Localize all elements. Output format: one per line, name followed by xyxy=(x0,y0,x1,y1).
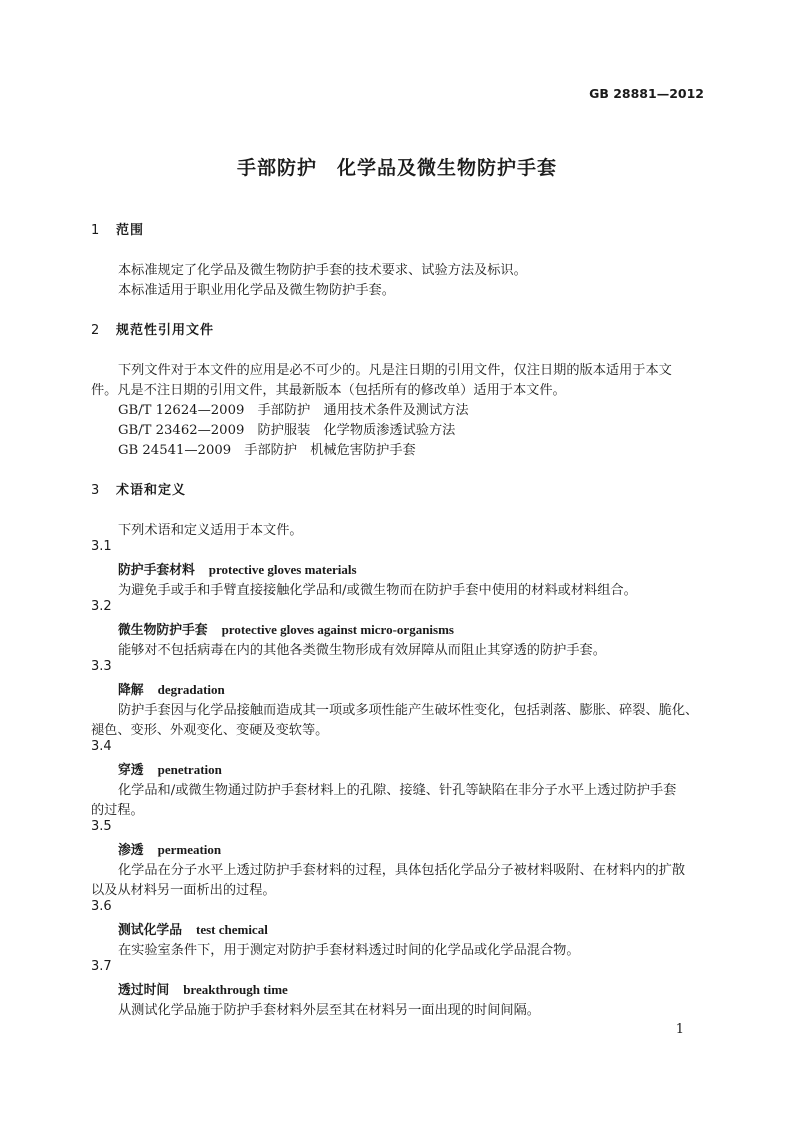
term-definition: 能够对不包括病毒在内的其他各类微生物形成有效屏障从而阻止其穿透的防护手套。 xyxy=(118,643,606,658)
section-number: 2 xyxy=(91,323,100,338)
term-zh: 渗透 xyxy=(118,843,144,858)
term-en: permeation xyxy=(157,842,222,857)
term-en: breakthrough time xyxy=(183,982,288,997)
term-number: 3.3 xyxy=(91,659,112,674)
term-en: penetration xyxy=(157,762,222,777)
term-zh: 测试化学品 xyxy=(118,923,182,938)
term-heading xyxy=(118,759,222,778)
term-definition: 从测试化学品施于防护手套材料外层至其在材料另一面出现的时间间隔。 xyxy=(118,1003,540,1018)
term-heading xyxy=(118,979,288,998)
standard-code: GB 28881—2012 xyxy=(589,86,704,101)
section-title: 范围 xyxy=(116,223,145,238)
term-heading xyxy=(118,679,225,698)
term-en: test chemical xyxy=(195,922,268,937)
term-en: protective gloves against micro-organisms xyxy=(221,622,454,637)
term-number: 3.6 xyxy=(91,899,112,914)
paragraph: 下列术语和定义适用于本文件。 xyxy=(118,523,303,538)
term-number: 3.2 xyxy=(91,599,112,614)
paragraph: 本标准规定了化学品及微生物防护手套的技术要求、试验方法及标识。 xyxy=(118,263,527,278)
term-definition: 以及从材料另一面析出的过程。 xyxy=(91,883,276,898)
term-en: degradation xyxy=(157,682,225,697)
term-heading xyxy=(118,619,454,638)
term-zh: 防护手套材料 xyxy=(118,563,195,578)
section-1-heading xyxy=(91,219,144,238)
paragraph: 本标准适用于职业用化学品及微生物防护手套。 xyxy=(118,283,395,298)
term-number: 3.1 xyxy=(91,539,112,554)
term-heading xyxy=(118,559,357,578)
term-definition: 褪色、变形、外观变化、变硬及变软等。 xyxy=(91,723,329,738)
term-en: protective gloves materials xyxy=(208,562,357,577)
term-zh: 微生物防护手套 xyxy=(118,623,208,638)
section-number: 1 xyxy=(91,223,100,238)
term-number: 3.5 xyxy=(91,819,112,834)
reference-item: GB/T 23462—2009 防护服装 化学物质渗透试验方法 xyxy=(118,423,456,438)
term-number: 3.4 xyxy=(91,739,112,754)
term-zh: 穿透 xyxy=(118,763,144,778)
document-title: 手部防护 化学品及微生物防护手套 xyxy=(236,157,557,179)
term-zh: 降解 xyxy=(118,683,144,698)
term-definition: 的过程。 xyxy=(91,803,144,818)
section-3-heading xyxy=(91,479,186,498)
term-definition: 化学品和/或微生物通过防护手套材料上的孔隙、接缝、针孔等缺陷在非分子水平上透过防护手套 xyxy=(118,783,677,798)
term-zh: 透过时间 xyxy=(118,983,170,998)
paragraph: 件。凡是不注日期的引用文件，其最新版本（包括所有的修改单）适用于本文件。 xyxy=(91,383,566,398)
term-definition: 为避免手或手和手臂直接接触化学品和/或微生物而在防护手套中使用的材料或材料组合。 xyxy=(118,583,637,598)
section-title: 术语和定义 xyxy=(116,483,187,498)
term-definition: 化学品在分子水平上透过防护手套材料的过程，具体包括化学品分子被材料吸附、在材料内的扩散 xyxy=(118,863,686,878)
term-number: 3.7 xyxy=(91,959,112,974)
paragraph: 下列文件对于本文件的应用是必不可少的。凡是注日期的引用文件，仅注日期的版本适用于本文 xyxy=(118,363,672,378)
reference-item: GB/T 12624—2009 手部防护 通用技术条件及测试方法 xyxy=(118,403,469,418)
term-heading xyxy=(118,919,268,938)
term-heading xyxy=(118,839,221,858)
reference-item: GB 24541—2009 手部防护 机械危害防护手套 xyxy=(118,443,416,458)
term-definition: 防护手套因与化学品接触而造成其一项或多项性能产生破坏性变化，包括剥落、膨胀、碎裂、脆化、 xyxy=(118,703,699,718)
section-number: 3 xyxy=(91,483,100,498)
page-number: 1 xyxy=(675,1022,684,1037)
section-title: 规范性引用文件 xyxy=(116,323,215,338)
term-definition: 在实验室条件下，用于测定对防护手套材料透过时间的化学品或化学品混合物。 xyxy=(118,943,580,958)
section-2-heading xyxy=(91,319,214,338)
